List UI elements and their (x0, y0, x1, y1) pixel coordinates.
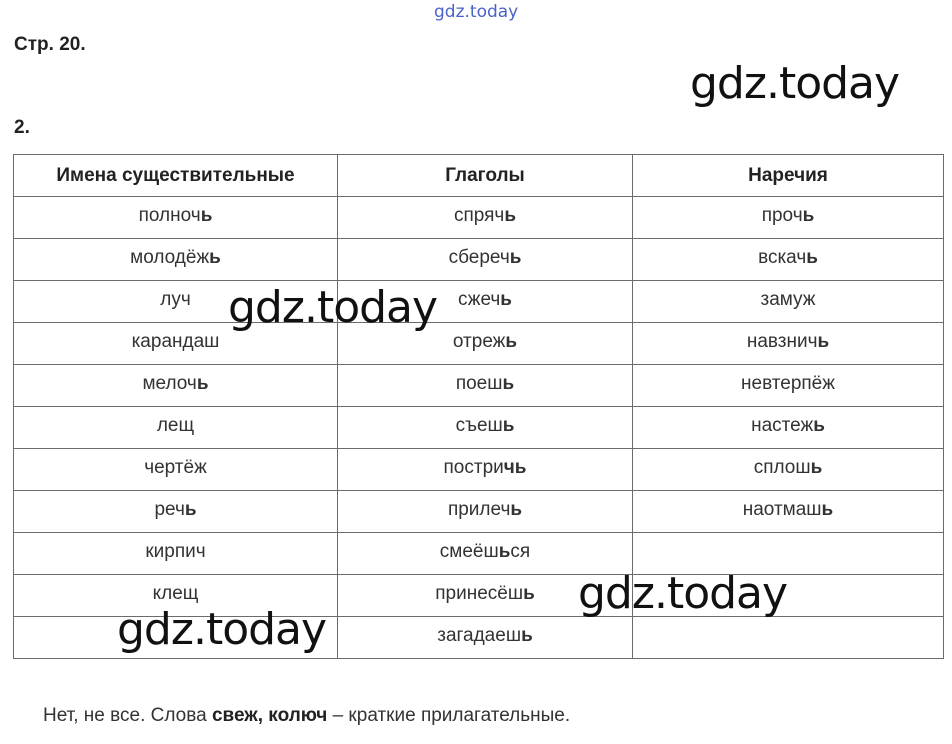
word-stem: луч (160, 288, 191, 310)
word (160, 289, 191, 311)
word (144, 457, 207, 479)
word (758, 247, 818, 269)
word-classification-table (13, 154, 944, 659)
watermark: gdz.today (690, 58, 900, 109)
word-stem: поеш (455, 372, 503, 394)
word-stem: постри (443, 456, 504, 478)
word (132, 331, 220, 353)
conclusion-text (43, 705, 570, 727)
word-ending: ь (500, 288, 512, 310)
word-stem: наотмаш (742, 498, 822, 520)
word-stem: смеёш (439, 540, 499, 562)
word-stem: клещ (152, 582, 199, 604)
word-ending: ь (802, 204, 815, 226)
word (741, 373, 835, 395)
word (754, 457, 823, 479)
cell-verb (338, 239, 633, 281)
watermark: gdz.today (117, 604, 327, 655)
word-stem: отреж (452, 330, 506, 352)
word (449, 247, 522, 269)
word-ending: ь (196, 372, 209, 394)
word-ending: ь (505, 330, 518, 352)
header-adverbs: Наречия (633, 155, 944, 197)
word-stem: сплош (753, 456, 811, 478)
cell-adverb (633, 365, 944, 407)
word-ending: ь (510, 498, 523, 520)
word-ending: ь (821, 498, 834, 520)
word-stem: замуж (760, 288, 816, 310)
cell-noun (14, 239, 338, 281)
word-suffix: ся (510, 540, 531, 562)
word-stem: невтерпёж (741, 372, 835, 394)
word-stem: проч (761, 204, 803, 226)
word (145, 541, 205, 563)
word (458, 289, 512, 311)
word-stem: береч (458, 246, 510, 268)
word-ending: ь (504, 204, 517, 226)
word (139, 205, 213, 227)
word (762, 205, 815, 227)
cell-noun (14, 449, 338, 491)
table-row (14, 197, 944, 239)
conclusion-end: – краткие прилагательные. (327, 705, 571, 726)
word (454, 205, 516, 227)
word-stem: навзнич (746, 330, 818, 352)
cell-noun (14, 491, 338, 533)
word-ending: ь (509, 246, 522, 268)
word (751, 415, 825, 437)
cell-verb (338, 407, 633, 449)
cell-adverb (633, 491, 944, 533)
cell-adverb (633, 449, 944, 491)
word-ending: ь (806, 246, 818, 268)
word (456, 415, 515, 437)
word-stem: кирпич (145, 540, 206, 562)
table-row (14, 239, 944, 281)
word-ending: ь (200, 204, 213, 226)
word-stem: мелоч (142, 372, 197, 394)
word-ending: ь (498, 540, 511, 562)
word-ending: ь (810, 456, 823, 478)
word-ending: чь (503, 456, 527, 478)
cell-verb (338, 491, 633, 533)
word (157, 415, 194, 437)
table-row (14, 365, 944, 407)
word (142, 373, 208, 395)
cell-adverb (633, 407, 944, 449)
word (453, 331, 517, 353)
word-stem: чертёж (144, 456, 207, 478)
word (437, 625, 533, 647)
word-stem: реч (154, 498, 185, 520)
word-prefix: с (448, 246, 459, 268)
cell-adverb (633, 617, 944, 659)
cell-adverb (633, 281, 944, 323)
word-stem: молодёж (130, 246, 210, 268)
word-ending: ь (502, 414, 515, 436)
word (456, 373, 514, 395)
word-ending: ь (502, 372, 515, 394)
table-row (14, 449, 944, 491)
cell-verb (338, 449, 633, 491)
word-stem: загадаеш (437, 624, 522, 646)
watermark-top: gdz.today (434, 2, 519, 22)
header-nouns: Имена существительные (14, 155, 338, 197)
table-header-row (14, 155, 944, 197)
watermark: gdz.today (228, 282, 438, 333)
conclusion-start: Нет, не все. Слова (43, 705, 212, 726)
word-ending: ь (817, 330, 830, 352)
word-stem: настеж (751, 414, 814, 436)
cell-noun (14, 365, 338, 407)
word-ending: ь (184, 498, 197, 520)
word-stem: принесёш (435, 582, 524, 604)
word-ending: ь (521, 624, 533, 646)
table-row (14, 407, 944, 449)
word-ending: ь (209, 246, 221, 268)
word (435, 583, 535, 605)
cell-adverb (633, 239, 944, 281)
watermark: gdz.today (578, 568, 788, 619)
word (154, 499, 196, 521)
word (747, 331, 829, 353)
table-body (14, 197, 944, 659)
word (448, 499, 522, 521)
word-stem: полноч (138, 204, 201, 226)
word-ending: ь (813, 414, 825, 436)
word-stem: сжеч (458, 288, 501, 310)
cell-verb (338, 197, 633, 239)
cell-verb (338, 365, 633, 407)
table-row (14, 491, 944, 533)
table-row (14, 281, 944, 323)
cell-noun (14, 407, 338, 449)
header-verbs: Глаголы (338, 155, 633, 197)
word (743, 499, 833, 521)
table-row (14, 323, 944, 365)
word (440, 541, 530, 563)
table-row (14, 533, 944, 575)
cell-noun (14, 533, 338, 575)
task-number: 2. (14, 117, 30, 138)
word-ending: ь (523, 582, 535, 604)
word (444, 457, 527, 479)
word-stem: съеш (455, 414, 503, 436)
word (153, 583, 199, 605)
cell-adverb (633, 197, 944, 239)
word-stem: лещ (156, 414, 195, 436)
word-stem: вскач (758, 246, 807, 268)
cell-adverb (633, 323, 944, 365)
cell-noun (14, 197, 338, 239)
conclusion-bold-words: свеж, колюч (211, 705, 328, 726)
word (761, 289, 816, 311)
word-stem: прилеч (447, 498, 511, 520)
word-stem: карандаш (131, 330, 220, 352)
word-stem: спряч (453, 204, 505, 226)
page-reference: Стр. 20. (14, 34, 86, 55)
word (130, 247, 221, 269)
cell-verb (338, 617, 633, 659)
